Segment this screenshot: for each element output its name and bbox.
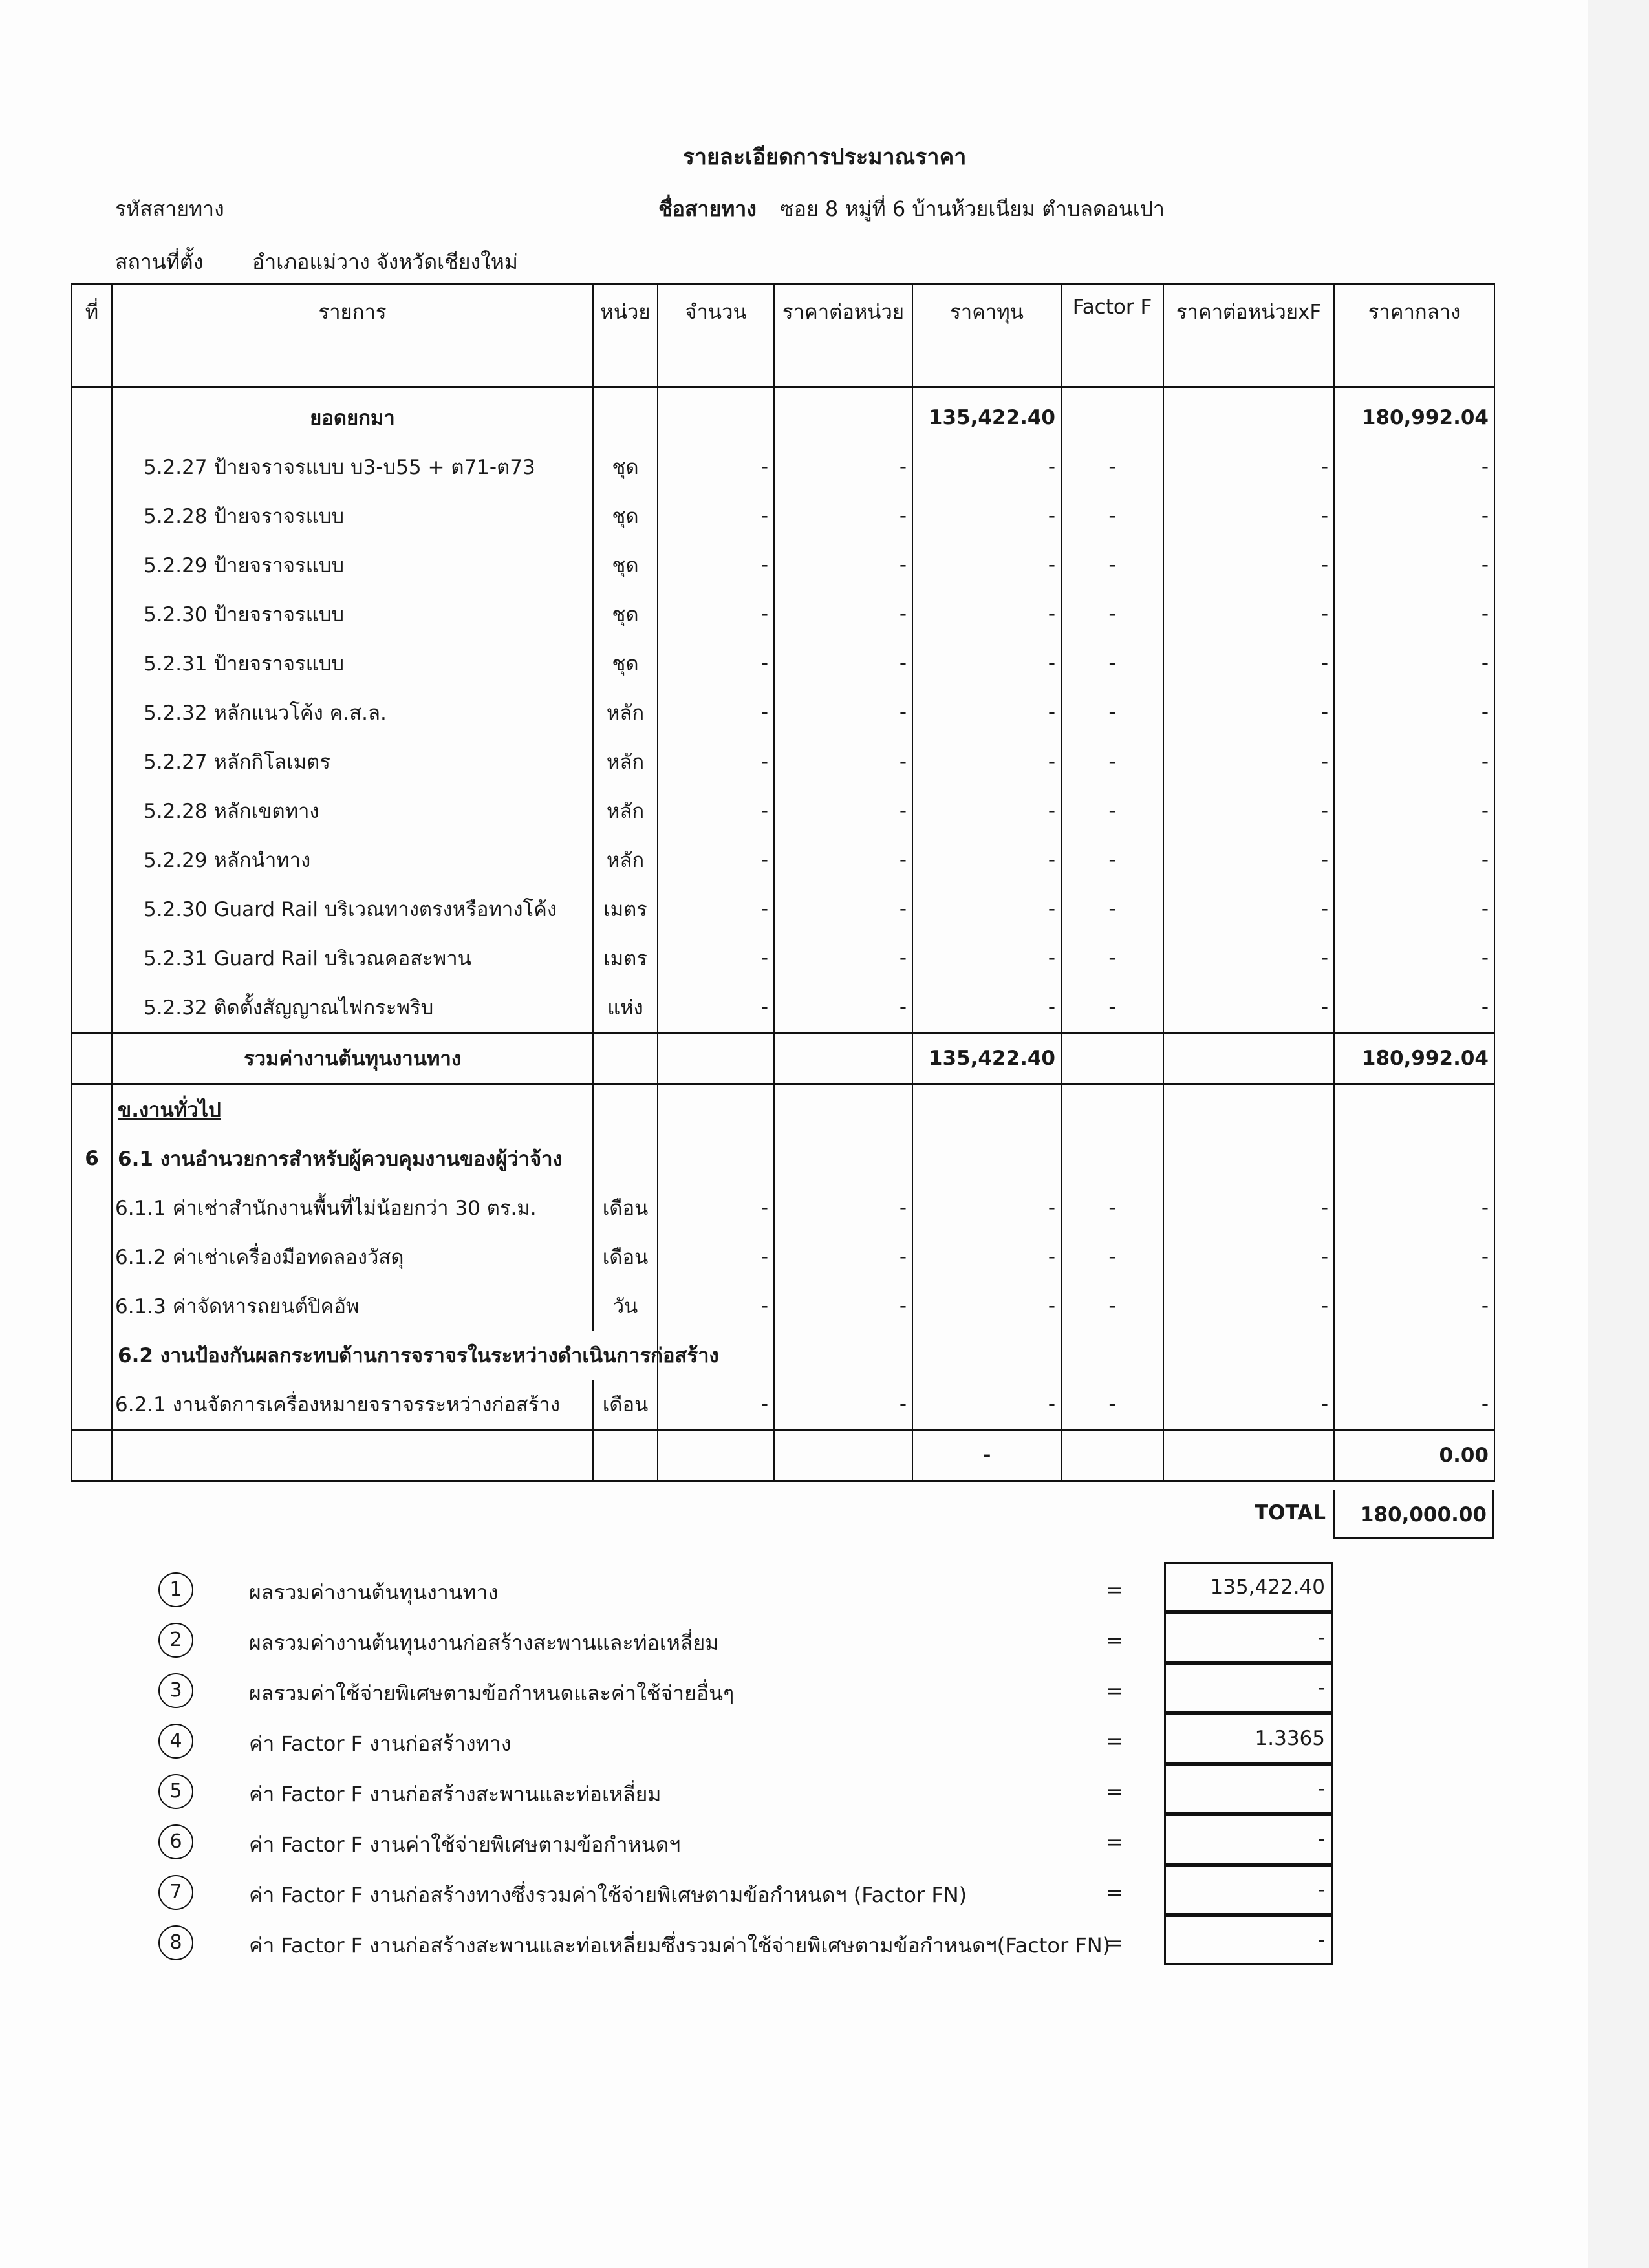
cell-no: [72, 737, 112, 786]
cell-no: [72, 540, 112, 590]
item-unit: หลัก: [593, 688, 658, 737]
item-unit-price: -: [774, 442, 912, 491]
number-circle: 6: [158, 1824, 193, 1859]
section-6-2-row: [72, 1331, 1494, 1380]
summary-item: [0, 1822, 1649, 1872]
item-name: 5.2.31 ป้ายจราจรแบบ: [112, 639, 593, 688]
item-factor: -: [1061, 590, 1163, 639]
summary-item: [0, 1671, 1649, 1721]
cell-no: [72, 786, 112, 835]
item-factor: -: [1061, 934, 1163, 983]
item-cost: -: [912, 983, 1061, 1033]
estimate-table: [71, 283, 1495, 1482]
summary-value: -: [1164, 1915, 1333, 1965]
general-total-row: [72, 1430, 1494, 1481]
item-cost: -: [912, 1183, 1061, 1232]
table-row: [72, 1183, 1494, 1232]
document-title: รายละเอียดการประมาณราคา: [682, 144, 967, 170]
item-qty: -: [658, 786, 774, 835]
summary-value: 135,422.40: [1164, 1562, 1333, 1612]
item-mid-price: -: [1334, 835, 1494, 884]
table-row: [72, 1232, 1494, 1281]
route-name-label: ชื่อสายทาง: [658, 197, 757, 221]
subtotal-cost: 135,422.40: [912, 1033, 1061, 1084]
table-row: [72, 590, 1494, 639]
item-mid-price: -: [1334, 590, 1494, 639]
route-name: ซอย 8 หมู่ที่ 6 บ้านห้วยเนียม ตำบลดอนเปา: [780, 197, 1165, 221]
item-qty: -: [658, 1183, 774, 1232]
number-circle: 5: [158, 1774, 193, 1809]
table-row: [72, 786, 1494, 835]
equals-sign: =: [1106, 1628, 1123, 1653]
item-unit-price: -: [774, 934, 912, 983]
summary-item: [0, 1570, 1649, 1620]
item-mid-price: -: [1334, 1232, 1494, 1281]
item-unit: ชุด: [593, 639, 658, 688]
summary-text: ผลรวมค่าใช้จ่ายพิเศษตามข้อกำหนดและค่าใช้จ่ายอื่นๆ: [249, 1681, 735, 1706]
item-name: 5.2.28 หลักเขตทาง: [112, 786, 593, 835]
item-mid-price: -: [1334, 1380, 1494, 1430]
item-price-f: -: [1163, 835, 1334, 884]
item-unit: เมตร: [593, 934, 658, 983]
item-qty: -: [658, 835, 774, 884]
item-unit-price: -: [774, 786, 912, 835]
summary-value: -: [1164, 1612, 1333, 1663]
equals-sign: =: [1106, 1830, 1123, 1854]
item-price-f: -: [1163, 983, 1334, 1033]
item-cost: -: [912, 1281, 1061, 1331]
item-cost: -: [912, 835, 1061, 884]
item-unit-price: -: [774, 540, 912, 590]
item-qty: -: [658, 1380, 774, 1430]
item-mid-price: -: [1334, 1281, 1494, 1331]
item-price-f: -: [1163, 639, 1334, 688]
summary-text: ค่า Factor F งานก่อสร้างทางซึ่งรวมค่าใช้จ่ายพิเศษตามข้อกำหนดฯ (Factor FN): [249, 1883, 967, 1907]
summary-item: [0, 1771, 1649, 1822]
item-unit: เมตร: [593, 884, 658, 934]
summary-item: [0, 1923, 1649, 1973]
cell-no: [72, 1380, 112, 1430]
item-factor: -: [1061, 639, 1163, 688]
table-row: [72, 835, 1494, 884]
summary-value: -: [1164, 1865, 1333, 1915]
carried-cost: 135,422.40: [912, 387, 1061, 443]
table-row: [72, 1380, 1494, 1430]
summary-value: -: [1164, 1814, 1333, 1865]
general-heading: ข.งานทั่วไป: [112, 1084, 593, 1135]
table-row: [72, 491, 1494, 540]
item-factor: -: [1061, 540, 1163, 590]
table-header-row: [72, 284, 1494, 387]
section-6-2-title: 6.2 งานป้องกันผลกระทบด้านการจราจรในระหว่างดำเนินการก่อสร้าง: [112, 1331, 658, 1380]
location-label: สถานที่ตั้ง: [115, 250, 204, 274]
item-mid-price: -: [1334, 540, 1494, 590]
cell-no: [72, 983, 112, 1033]
item-unit: เดือน: [593, 1232, 658, 1281]
item-mid-price: -: [1334, 983, 1494, 1033]
carried-mid: 180,992.04: [1334, 387, 1494, 443]
equals-sign: =: [1106, 1578, 1123, 1602]
summary-text: ผลรวมค่างานต้นทุนงานก่อสร้างสะพานและท่อเหลี่ยม: [249, 1631, 719, 1655]
summary-value: 1.3365: [1164, 1713, 1333, 1764]
col-no: ที่: [72, 284, 112, 387]
item-qty: -: [658, 590, 774, 639]
item-factor: -: [1061, 884, 1163, 934]
cell-no: [72, 442, 112, 491]
item-cost: -: [912, 1380, 1061, 1430]
number-circle: 1: [158, 1572, 193, 1607]
item-qty: -: [658, 1232, 774, 1281]
item-cost: -: [912, 934, 1061, 983]
number-circle: 2: [158, 1623, 193, 1658]
item-unit: หลัก: [593, 737, 658, 786]
item-name: 5.2.30 Guard Rail บริเวณทางตรงหรือทางโค้ง: [112, 884, 593, 934]
item-qty: -: [658, 491, 774, 540]
item-unit-price: -: [774, 983, 912, 1033]
item-unit: แห่ง: [593, 983, 658, 1033]
item-unit: เดือน: [593, 1183, 658, 1232]
item-price-f: -: [1163, 1183, 1334, 1232]
item-mid-price: -: [1334, 1183, 1494, 1232]
location: อำเภอแม่วาง จังหวัดเชียงใหม่: [252, 250, 518, 274]
item-unit-price: -: [774, 1380, 912, 1430]
item-mid-price: -: [1334, 884, 1494, 934]
item-price-f: -: [1163, 688, 1334, 737]
general-heading-row: [72, 1084, 1494, 1135]
item-name: 6.1.1 ค่าเช่าสำนักงานพื้นที่ไม่น้อยกว่า 30 ตร.ม.: [112, 1183, 593, 1232]
table-row: [72, 934, 1494, 983]
item-unit: เดือน: [593, 1380, 658, 1430]
col-cost: ราคาทุน: [912, 284, 1061, 387]
table-row: [72, 540, 1494, 590]
cell-no: [72, 884, 112, 934]
number-circle: 3: [158, 1673, 193, 1708]
item-mid-price: -: [1334, 442, 1494, 491]
col-item: รายการ: [112, 284, 593, 387]
col-qty: จำนวน: [658, 284, 774, 387]
section-6-1-title: 6.1 งานอำนวยการสำหรับผู้ควบคุมงานของผู้ว่าจ้าง: [112, 1134, 593, 1183]
item-unit-price: -: [774, 688, 912, 737]
section-no: 6: [72, 1134, 112, 1183]
item-factor: -: [1061, 737, 1163, 786]
summary-text: ค่า Factor F งานก่อสร้างสะพานและท่อเหลี่ยมซึ่งรวมค่าใช้จ่ายพิเศษตามข้อกำหนดฯ(Factor FN): [249, 1933, 1111, 1958]
total-label: TOTAL: [1255, 1501, 1326, 1524]
cell-no: [72, 1232, 112, 1281]
item-factor: -: [1061, 688, 1163, 737]
carried-forward-row: [72, 387, 1494, 443]
item-unit-price: -: [774, 1183, 912, 1232]
item-price-f: -: [1163, 540, 1334, 590]
equals-sign: =: [1106, 1678, 1123, 1703]
item-price-f: -: [1163, 884, 1334, 934]
general-items-1-body: [72, 1183, 1494, 1331]
item-unit: ชุด: [593, 442, 658, 491]
summary-value: -: [1164, 1764, 1333, 1814]
item-cost: -: [912, 590, 1061, 639]
table-row: [72, 884, 1494, 934]
table-row: [72, 442, 1494, 491]
item-name: 5.2.32 หลักแนวโค้ง ค.ส.ล.: [112, 688, 593, 737]
item-name: 5.2.28 ป้ายจราจรแบบ: [112, 491, 593, 540]
item-cost: -: [912, 540, 1061, 590]
item-price-f: -: [1163, 491, 1334, 540]
cell-no: [72, 590, 112, 639]
summary-item: [0, 1721, 1649, 1771]
table-row: [72, 737, 1494, 786]
item-factor: -: [1061, 1380, 1163, 1430]
item-cost: -: [912, 1232, 1061, 1281]
item-price-f: -: [1163, 590, 1334, 639]
item-name: 5.2.27 ป้ายจราจรแบบ บ3-บ55 + ต71-ต73: [112, 442, 593, 491]
section-6-1-row: [72, 1134, 1494, 1183]
cell-no: [72, 934, 112, 983]
table-row: [72, 983, 1494, 1033]
item-factor: -: [1061, 786, 1163, 835]
item-qty: -: [658, 1281, 774, 1331]
total-value: 180,000.00: [1333, 1490, 1494, 1539]
general-total-mid: 0.00: [1334, 1430, 1494, 1481]
table-row: [72, 1281, 1494, 1331]
item-mid-price: -: [1334, 491, 1494, 540]
number-circle: 4: [158, 1724, 193, 1759]
cell-no: [72, 835, 112, 884]
item-unit: หลัก: [593, 786, 658, 835]
equals-sign: =: [1106, 1931, 1123, 1955]
table-row: [72, 688, 1494, 737]
summary-text: ค่า Factor F งานก่อสร้างสะพานและท่อเหลี่ยม: [249, 1782, 662, 1806]
item-price-f: -: [1163, 1380, 1334, 1430]
col-unit-price: ราคาต่อหน่วย: [774, 284, 912, 387]
item-unit-price: -: [774, 590, 912, 639]
item-factor: -: [1061, 442, 1163, 491]
summary-item: [0, 1872, 1649, 1923]
item-name: 5.2.32 ติดตั้งสัญญาณไฟกระพริบ: [112, 983, 593, 1033]
item-name: 5.2.31 Guard Rail บริเวณคอสะพาน: [112, 934, 593, 983]
item-cost: -: [912, 491, 1061, 540]
item-name: 6.1.2 ค่าเช่าเครื่องมือทดลองวัสดุ: [112, 1232, 593, 1281]
item-unit-price: -: [774, 835, 912, 884]
item-cost: -: [912, 688, 1061, 737]
item-price-f: -: [1163, 1232, 1334, 1281]
number-circle: 8: [158, 1925, 193, 1960]
item-unit-price: -: [774, 1281, 912, 1331]
item-unit-price: -: [774, 491, 912, 540]
item-unit: ชุด: [593, 540, 658, 590]
item-unit-price: -: [774, 1232, 912, 1281]
equals-sign: =: [1106, 1880, 1123, 1905]
route-code-label: รหัสสายทาง: [115, 197, 224, 221]
item-price-f: -: [1163, 934, 1334, 983]
item-qty: -: [658, 639, 774, 688]
item-mid-price: -: [1334, 639, 1494, 688]
item-unit: หลัก: [593, 835, 658, 884]
subtotal-row: [72, 1033, 1494, 1084]
general-items-2-body: [72, 1380, 1494, 1430]
item-qty: -: [658, 934, 774, 983]
item-unit: ชุด: [593, 491, 658, 540]
item-factor: -: [1061, 491, 1163, 540]
road-items-body: [72, 387, 1494, 1033]
item-price-f: -: [1163, 1281, 1334, 1331]
item-factor: -: [1061, 1232, 1163, 1281]
item-factor: -: [1061, 835, 1163, 884]
item-unit: ชุด: [593, 590, 658, 639]
summary-text: ผลรวมค่างานต้นทุนงานทาง: [249, 1580, 499, 1605]
col-mid-price: ราคากลาง: [1334, 284, 1494, 387]
item-unit-price: -: [774, 737, 912, 786]
equals-sign: =: [1106, 1729, 1123, 1753]
item-qty: -: [658, 688, 774, 737]
item-factor: -: [1061, 1183, 1163, 1232]
item-cost: -: [912, 884, 1061, 934]
item-cost: -: [912, 639, 1061, 688]
carried-label: ยอดยกมา: [112, 387, 593, 443]
item-name: 5.2.30 ป้ายจราจรแบบ: [112, 590, 593, 639]
item-mid-price: -: [1334, 688, 1494, 737]
item-cost: -: [912, 737, 1061, 786]
col-price-f: ราคาต่อหน่วยxF: [1163, 284, 1334, 387]
item-name: 6.2.1 งานจัดการเครื่องหมายจราจรระหว่างก่อสร้าง: [112, 1380, 593, 1430]
item-cost: -: [912, 442, 1061, 491]
item-unit-price: -: [774, 884, 912, 934]
item-name: 5.2.29 หลักนำทาง: [112, 835, 593, 884]
route-name-row: [658, 193, 1165, 226]
col-factor: Factor F: [1061, 284, 1163, 387]
item-name: 6.1.3 ค่าจัดหารถยนต์ปิคอัพ: [112, 1281, 593, 1331]
item-unit: วัน: [593, 1281, 658, 1331]
summary-text: ค่า Factor F งานก่อสร้างทาง: [249, 1731, 512, 1756]
table-row: [72, 639, 1494, 688]
item-name: 5.2.29 ป้ายจราจรแบบ: [112, 540, 593, 590]
item-qty: -: [658, 540, 774, 590]
item-price-f: -: [1163, 737, 1334, 786]
cell-no: [72, 1183, 112, 1232]
cell-no: [72, 1281, 112, 1331]
cell-no: [72, 639, 112, 688]
number-circle: 7: [158, 1875, 193, 1910]
item-qty: -: [658, 983, 774, 1033]
item-qty: -: [658, 737, 774, 786]
subtotal-label: รวมค่างานต้นทุนงานทาง: [112, 1033, 593, 1084]
col-unit: หน่วย: [593, 284, 658, 387]
item-factor: -: [1061, 983, 1163, 1033]
item-qty: -: [658, 442, 774, 491]
item-price-f: -: [1163, 786, 1334, 835]
item-mid-price: -: [1334, 934, 1494, 983]
subtotal-mid: 180,992.04: [1334, 1033, 1494, 1084]
cell-no: [72, 688, 112, 737]
item-price-f: -: [1163, 442, 1334, 491]
general-total-cost: -: [912, 1430, 1061, 1481]
item-mid-price: -: [1334, 786, 1494, 835]
summary-value: -: [1164, 1663, 1333, 1713]
item-factor: -: [1061, 1281, 1163, 1331]
item-qty: -: [658, 884, 774, 934]
item-unit-price: -: [774, 639, 912, 688]
item-cost: -: [912, 786, 1061, 835]
summary-text: ค่า Factor F งานค่าใช้จ่ายพิเศษตามข้อกำหนดฯ: [249, 1832, 681, 1857]
item-name: 5.2.27 หลักกิโลเมตร: [112, 737, 593, 786]
item-mid-price: -: [1334, 737, 1494, 786]
summary-item: [0, 1620, 1649, 1671]
equals-sign: =: [1106, 1779, 1123, 1804]
cell-no: [72, 491, 112, 540]
